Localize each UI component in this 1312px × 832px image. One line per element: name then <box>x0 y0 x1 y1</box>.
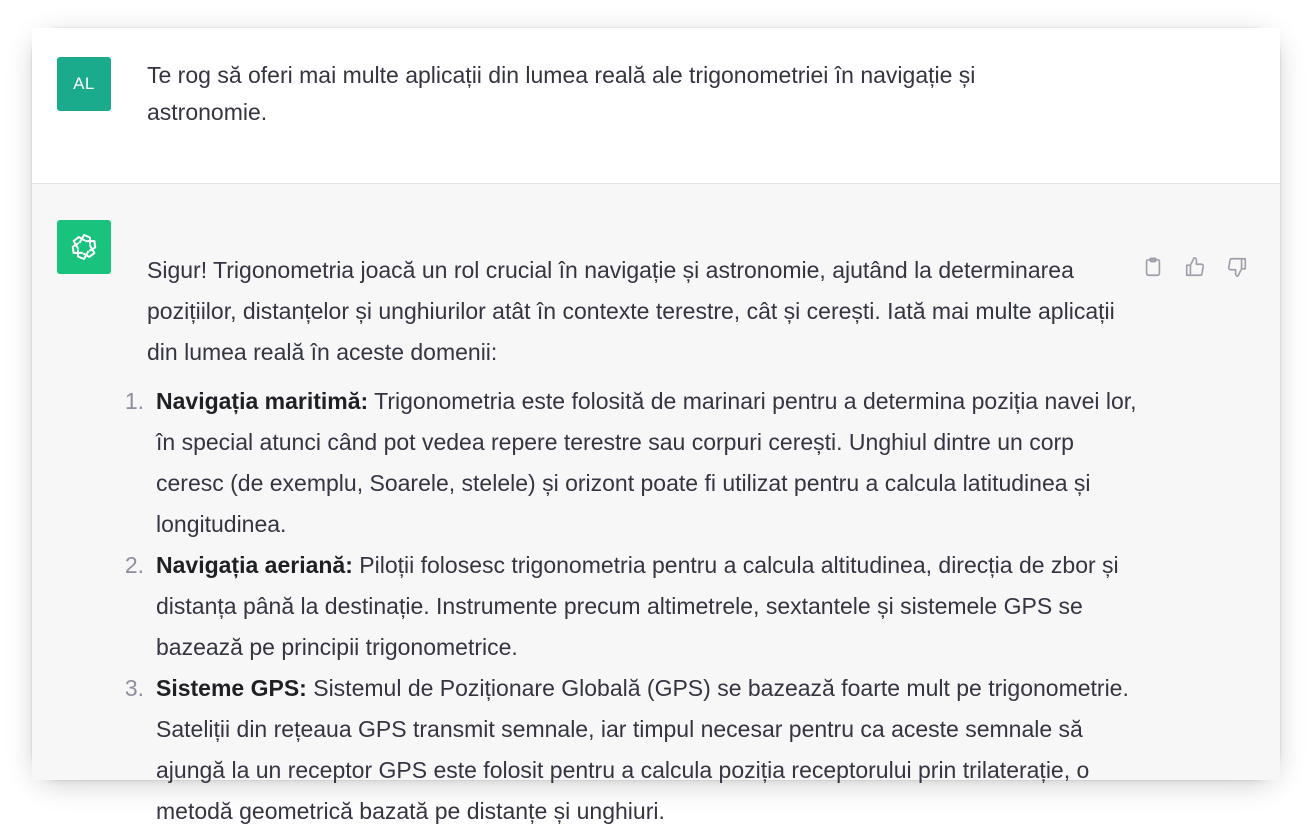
user-avatar-initials: AL <box>73 74 95 93</box>
clipboard-icon[interactable] <box>1138 252 1168 282</box>
list-number: 1. <box>124 388 144 414</box>
chatgpt-logo-icon <box>57 220 111 274</box>
user-avatar <box>57 57 111 111</box>
list-number: 3. <box>124 675 144 701</box>
list-item-title: Navigația maritimă: <box>156 388 369 414</box>
thumbs-down-icon[interactable] <box>1222 252 1252 282</box>
list-item-title: Sisteme GPS: <box>156 675 307 701</box>
thumbs-up-icon[interactable] <box>1180 252 1210 282</box>
user-message-text: Te rog să oferi mai multe aplicații din lumea reală ale trigonometriei în navigație și astronomie. <box>147 62 976 125</box>
list-item-text: Piloții folosesc trigonometria pentru a calcula altitudinea, direcția de zbor și distanța până la destinație. Instrumente precum altimetrele, sextantele și sistemele GPS se bazează pe principii trigonometrice. <box>156 552 1119 660</box>
list-item <box>124 381 1137 545</box>
list-number: 2. <box>124 552 144 578</box>
assistant-list <box>124 381 1137 832</box>
list-item-title: Navigația aeriană: <box>156 552 353 578</box>
list-item <box>124 668 1137 832</box>
list-item-text: Trigonometria este folosită de marinari pentru a determina poziția navei lor, în special atunci când pot vedea repere terestre sau corpuri cerești. Unghiul dintre un corp ceresc (de exemplu, Soarele, stelele) și orizont poate fi utilizat pentru a calcula latitudinea și longitudinea. <box>156 388 1137 537</box>
assistant-message-text <box>124 250 1137 832</box>
assistant-message-row <box>32 184 1280 824</box>
assistant-intro: Sigur! Trigonometria joacă un rol crucial în navigație și astronomie, ajutând la determinarea pozițiilor, distanțelor și unghiurilor atât în contexte terestre, cât și cerești. Iată mai multe aplicații din lumea reală în aceste domenii: <box>147 257 1115 365</box>
list-item <box>124 545 1137 668</box>
list-item-text: Sistemul de Poziționare Globală (GPS) se bazează foarte mult pe trigonometrie. Sateliții din rețeaua GPS transmit semnale, iar timpul necesar pentru ca aceste semnale să ajungă la un receptor GPS este folosit pentru a calcula poziția receptorului prin trilaterație, o metodă geometrică bazată pe distanțe și unghiuri. <box>156 675 1129 824</box>
message-actions <box>1138 252 1252 282</box>
user-message-row <box>32 28 1280 184</box>
conversation-card <box>32 28 1280 824</box>
